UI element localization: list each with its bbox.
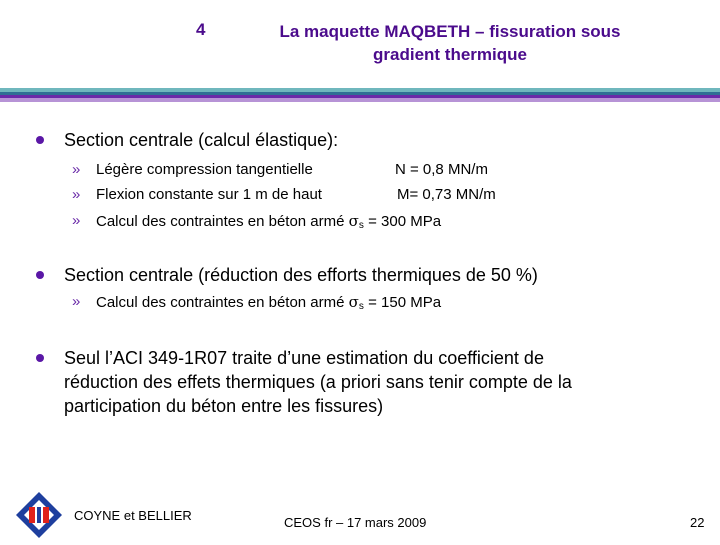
sub-bullet-1-3-right: = 300 MPa [368,213,442,230]
bullet-dot [36,271,44,279]
bullet-2-text: Section centrale (réduction des efforts thermiques de 50 %) [64,265,538,285]
header-band-4 [0,98,720,102]
bullet-dot [36,354,44,362]
bullet-1-text: Section centrale (calcul élastique): [64,130,339,150]
sub-bullet-marker: » [72,186,81,203]
footer-page-number: 22 [690,515,705,530]
slide-title: La maquette MAQBETH – fissuration sous gradient thermique [279,22,621,64]
sub-bullet-1-2-right: M= 0,73 MN/m [397,186,496,203]
coyne-et-bellier-logo-icon [14,490,64,540]
sigma-symbol: σ [348,212,359,230]
footer-event: CEOS fr – 17 mars 2009 [284,515,427,530]
sub-bullet-2-1-left: Calcul des contraintes en béton armé [96,294,345,311]
sigma-subscript: s [358,220,364,231]
sub-bullet-2-1 [96,290,441,319]
sub-bullet-1-1-left: Légère compression tangentielle [96,161,313,178]
sigma-subscript: s [358,301,364,312]
footer-author: COYNE et BELLIER [74,508,192,523]
sub-bullet-marker: » [72,161,81,178]
sub-bullet-marker: » [72,212,81,229]
bullet-3-line-2: réduction des effets thermiques (a priori sans tenir compte de la [64,372,572,392]
bullet-3-line-1: Seul l’ACI 349-1R07 traite d’une estimation du coefficient de [64,348,544,368]
sub-bullet-1-3-left: Calcul des contraintes en béton armé [96,213,345,230]
slide-number: 4 [196,20,206,39]
sub-bullet-1-1-right: N = 0,8 MN/m [395,161,488,178]
sub-bullet-2-1-right: = 150 MPa [368,294,442,311]
bullet-3-line-3: participation du béton entre les fissures) [64,396,384,416]
sigma-symbol: σ [348,293,359,311]
sub-bullet-1-3 [96,209,441,238]
bullet-dot [36,136,44,144]
sub-bullet-marker: » [72,293,81,310]
sub-bullet-1-2-left: Flexion constante sur 1 m de haut [96,186,322,203]
